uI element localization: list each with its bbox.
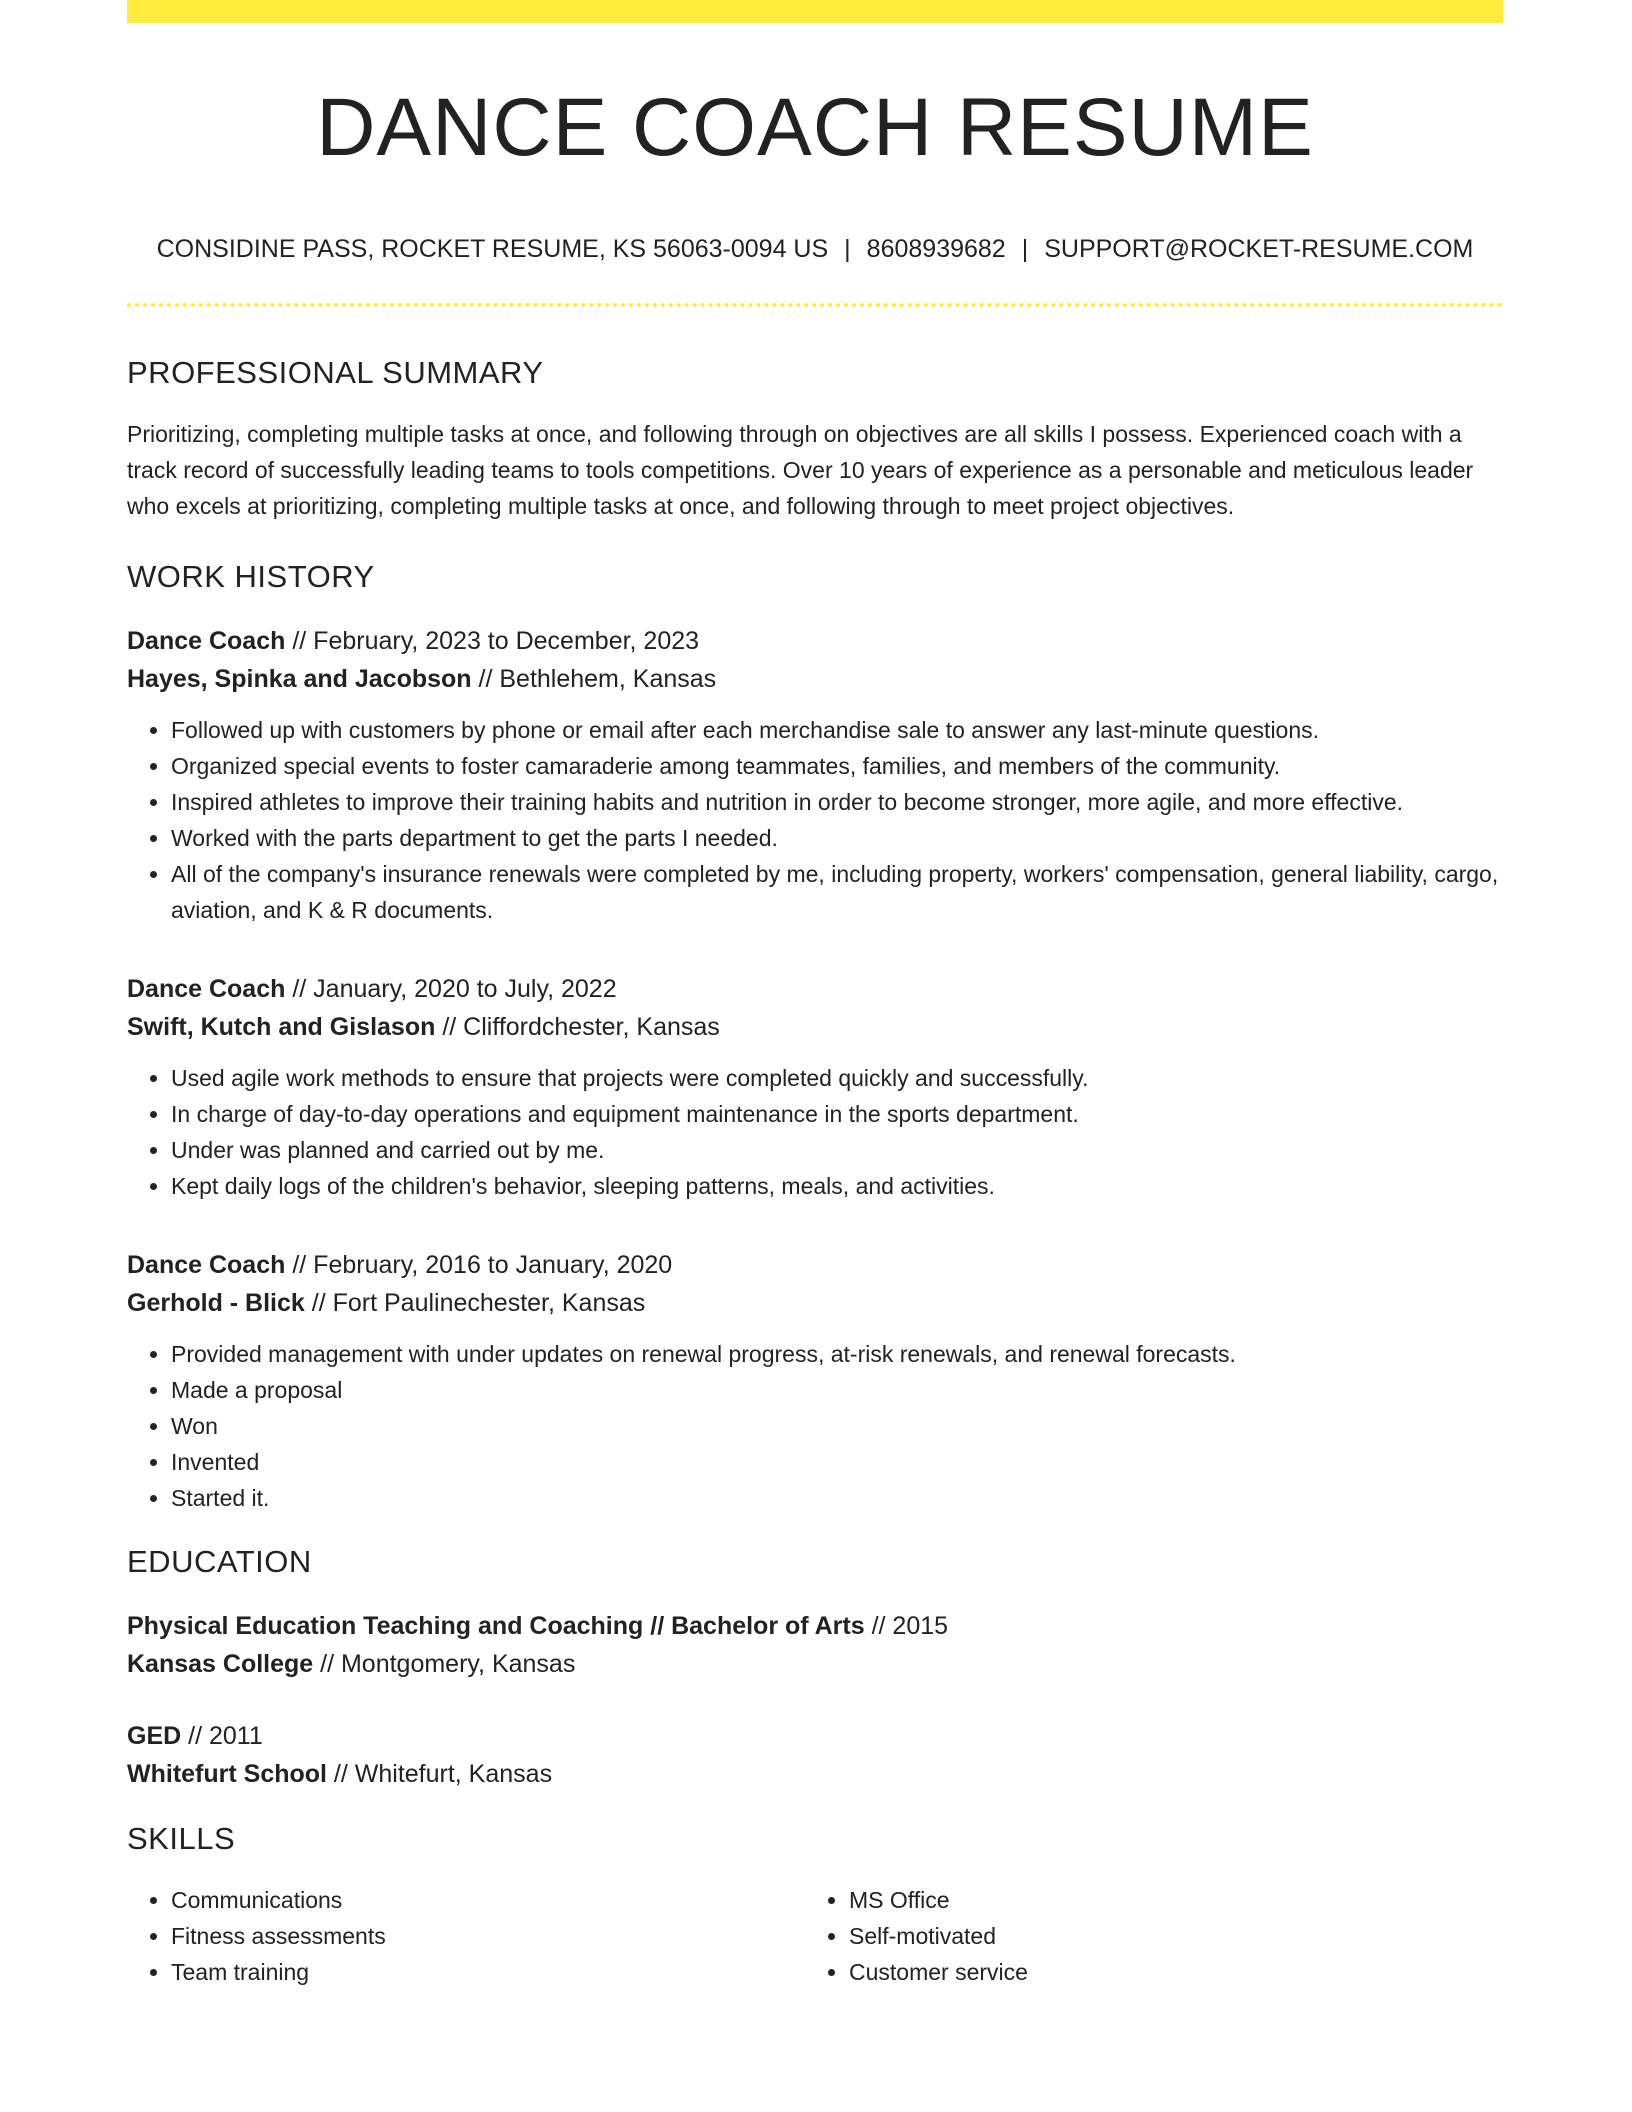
job-location: // Bethlehem, Kansas — [471, 665, 717, 693]
job-dates: // January, 2020 to July, 2022 — [285, 975, 617, 1003]
job-company: Swift, Kutch and Gislason — [127, 1013, 436, 1041]
job-company: Hayes, Spinka and Jacobson — [127, 665, 472, 693]
list-item: • Made a proposal — [171, 1372, 1503, 1408]
list-item: • Invented — [171, 1444, 1503, 1480]
education-degree-line — [127, 1607, 1503, 1645]
job-title-line — [127, 970, 1503, 1008]
job-title-line — [127, 622, 1503, 660]
list-item: • Self-motivated — [849, 1918, 1483, 1954]
list-item: • Worked with the parts department to get the parts I needed. — [171, 820, 1503, 856]
list-item: • Started it. — [171, 1480, 1503, 1516]
list-item: • All of the company's insurance renewals were completed by me, including property, workers' compensation, general liability, cargo, aviation, and K & R documents. — [171, 856, 1503, 928]
job-bullets — [127, 1336, 1503, 1516]
skills-columns — [127, 1882, 1503, 1990]
education-school: Kansas College — [127, 1650, 314, 1678]
job-dates: // February, 2016 to January, 2020 — [285, 1251, 673, 1279]
job-bullets — [127, 712, 1503, 928]
list-item: • Provided management with under updates on renewal progress, at-risk renewals, and renewal forecasts. — [171, 1336, 1503, 1372]
job-company-line — [127, 1008, 1503, 1046]
education-heading: EDUCATION — [127, 1544, 312, 1579]
list-item: • Team training — [171, 1954, 805, 1990]
education-entry — [127, 1717, 1503, 1793]
contact-separator: | — [1021, 235, 1029, 263]
list-item: • Fitness assessments — [171, 1918, 805, 1954]
education-location: // Montgomery, Kansas — [313, 1650, 576, 1678]
list-item: • Kept daily logs of the children's behavior, sleeping patterns, meals, and activities. — [171, 1168, 1503, 1204]
job-location: // Fort Paulinechester, Kansas — [304, 1289, 646, 1317]
resume-title: DANCE COACH RESUME — [316, 82, 1314, 173]
summary-heading: PROFESSIONAL SUMMARY — [127, 355, 544, 390]
contact-address: CONSIDINE PASS, ROCKET RESUME, KS 56063-0094 US — [156, 235, 829, 263]
education-entry — [127, 1607, 1503, 1683]
education-degree: GED — [127, 1722, 182, 1750]
education-degree: Physical Education Teaching and Coaching // Bachelor of Arts — [127, 1612, 865, 1640]
job-title: Dance Coach — [127, 1251, 286, 1279]
contact-line — [127, 237, 1503, 262]
education-year: // 2015 — [864, 1612, 949, 1640]
contact-separator: | — [844, 235, 851, 263]
job-entry — [127, 622, 1503, 928]
list-item: • Inspired athletes to improve their training habits and nutrition in order to become stronger, more agile, and more effective. — [171, 784, 1503, 820]
education-year: // 2011 — [181, 1722, 263, 1750]
job-entry — [127, 970, 1503, 1204]
job-company: Gerhold - Blick — [127, 1289, 305, 1317]
list-item: • Won — [171, 1408, 1503, 1444]
job-location: // Cliffordchester, Kansas — [435, 1013, 720, 1041]
summary-text: Prioritizing, completing multiple tasks at once, and following through on objectives are all skills I possess. Experienced coach with a track record of successfully leading teams to tools competitions. Over 10 years of experience as a personable and meticulous leader who excels at prioritizing, completing multiple tasks at once, and following through to meet project objectives. — [127, 421, 1474, 519]
education-school-line — [127, 1645, 1503, 1683]
skills-heading: SKILLS — [127, 1821, 236, 1856]
job-dates: // February, 2023 to December, 2023 — [285, 627, 700, 655]
list-item: • Followed up with customers by phone or email after each merchandise sale to answer any last-minute questions. — [171, 712, 1503, 748]
contact-email: SUPPORT@ROCKET-RESUME.COM — [1044, 235, 1474, 263]
work-history-heading: WORK HISTORY — [127, 559, 375, 594]
list-item: • Under was planned and carried out by me. — [171, 1132, 1503, 1168]
education-degree-line — [127, 1717, 1503, 1755]
job-title: Dance Coach — [127, 975, 286, 1003]
job-title: Dance Coach — [127, 627, 286, 655]
list-item: • Communications — [171, 1882, 805, 1918]
job-bullets — [127, 1060, 1503, 1204]
resume-page — [127, 0, 1503, 1990]
dotted-divider — [127, 303, 1503, 307]
contact-phone: 8608939682 — [866, 235, 1006, 263]
list-item: • Organized special events to foster camaraderie among teammates, families, and members of the community. — [171, 748, 1503, 784]
job-entry — [127, 1246, 1503, 1516]
list-item: • Used agile work methods to ensure that projects were completed quickly and successfully. — [171, 1060, 1503, 1096]
education-location: // Whitefurt, Kansas — [326, 1760, 553, 1788]
education-school-line — [127, 1755, 1503, 1793]
list-item: • MS Office — [849, 1882, 1483, 1918]
skills-right-list — [805, 1882, 1483, 1990]
skills-left-list — [127, 1882, 805, 1990]
top-accent-bar — [127, 0, 1503, 23]
education-school: Whitefurt School — [127, 1760, 327, 1788]
job-company-line — [127, 660, 1503, 698]
job-company-line — [127, 1284, 1503, 1322]
list-item: • In charge of day-to-day operations and equipment maintenance in the sports department. — [171, 1096, 1503, 1132]
job-title-line — [127, 1246, 1503, 1284]
list-item: • Customer service — [849, 1954, 1483, 1990]
